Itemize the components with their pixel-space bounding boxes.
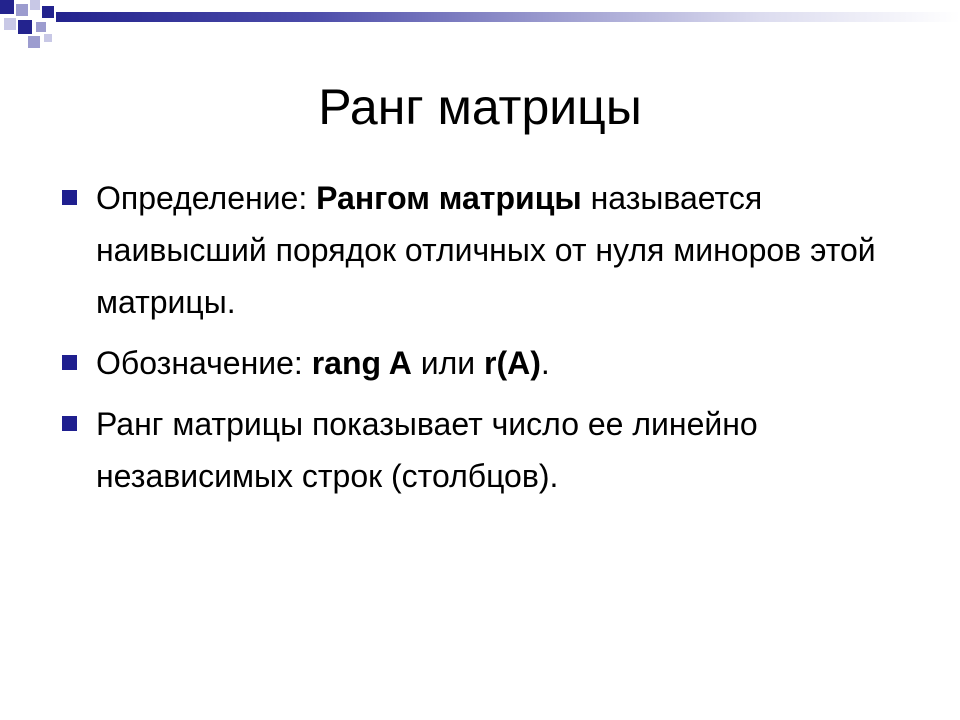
header-decoration [0, 0, 960, 60]
deco-square [18, 20, 32, 34]
bullet-item-notation [62, 337, 922, 389]
bullet-list [62, 172, 922, 511]
deco-square [30, 0, 40, 10]
definition-label: Определение: [96, 180, 317, 216]
deco-square [28, 36, 40, 48]
meaning-text: Ранг матрицы показывает число ее линейно независимых строк (столбцов). [96, 406, 758, 494]
deco-square [0, 0, 14, 14]
deco-square [16, 4, 28, 16]
bullet-item-definition [62, 172, 922, 328]
header-gradient-bar [56, 12, 960, 22]
square-bullet-icon [62, 416, 77, 431]
notation-end: . [540, 345, 550, 381]
definition-term: Рангом матрицы [316, 180, 582, 216]
deco-square [42, 6, 54, 18]
definition-text: называется наивысший порядок отличных от нуля миноров этой матрицы. [96, 180, 876, 320]
square-bullet-icon [62, 355, 77, 370]
deco-square [36, 22, 46, 32]
bullet-item-meaning [62, 398, 922, 502]
notation-rang: rang A [311, 345, 412, 381]
deco-square [4, 18, 16, 30]
square-bullet-icon [62, 190, 77, 205]
deco-square [44, 34, 52, 42]
notation-or: или [411, 345, 485, 381]
slide-title: Ранг матрицы [318, 79, 642, 135]
notation-r: r(A) [484, 345, 541, 381]
notation-label: Обозначение: [96, 345, 312, 381]
